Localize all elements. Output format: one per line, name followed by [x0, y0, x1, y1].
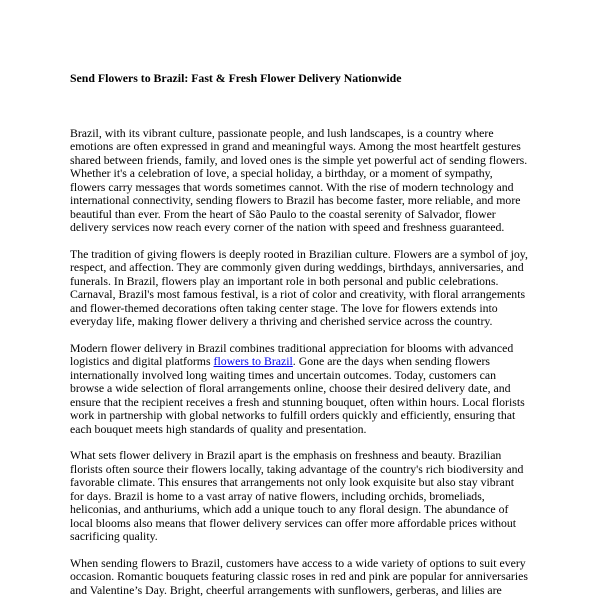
paragraph-modern-delivery — [70, 342, 530, 437]
paragraph-tradition: The tradition of giving flowers is deeply rooted in Brazilian culture. Flowers are a symbol of joy, respect, and affection. They are commonly given during weddings, birthdays, anniversaries, and funerals. In Brazil, flowers play an important role in both personal and public celebrations. Carnaval, Brazil's most famous festival, is a riot of color and creativity, with floral arrangements and flower-themed decorations often taking center stage. The love for flowers extends into everyday life, making flower delivery a thriving and cherished service across the country. — [70, 246, 528, 328]
paragraph-text-after-link: . Gone are the days when sending flowers internationally involved long waiting times and uncertain outcomes. Today, customers can browse a wide selection of floral arrangements online, choose their desired delivery date, and ensure that the recipient receives a fresh and stunning bouquet, often within hours. Local florists work in partnership with global networks to fulfill orders quickly and efficiently, ensuring that each bouquet meets high standards of quality and presentation. — [70, 354, 525, 436]
paragraph-occasions: When sending flowers to Brazil, customers have access to a wide variety of options to suit every occasion. Romantic bouquets featuring classic roses in red and pink are popular for anniversaries and Valentine’s Day. Bright, cheerful arrangements with sunflowers, gerberas, and lilies are — [70, 555, 528, 597]
paragraph-intro: Brazil, with its vibrant culture, passionate people, and lush landscapes, is a country where emotions are often expressed in grand and meaningful ways. Among the most heartfelt gestures shared between friends, family, and loved ones is the simple yet powerful act of sending flowers. Whether it's a celebration of love, a special holiday, a birthday, or a moment of sympathy, flowers carry messages that words sometimes cannot. With the rise of modern technology and international connectivity, sending flowers to Brazil has become faster, more reliable, and more beautiful than ever. From the heart of São Paulo to the coastal serenity of Salvador, flower delivery services now reach every corner of the nation with speed and freshness guaranteed. — [70, 125, 528, 234]
paragraph-freshness: What sets flower delivery in Brazil apart is the emphasis on freshness and beauty. Brazilian florists often source their flowers locally, taking advantage of the country's rich biodiversity and favorable climate. This ensures that arrangements not only look exquisite but also stay vibrant for days. Brazil is home to a vast array of native flowers, including orchids, bromeliads, heliconias, and anthuriums, which add a unique touch to any floral design. The abundance of local blooms also means that flower delivery services can offer more affordable prices without sacrificing quality. — [70, 448, 524, 543]
page-title: Send Flowers to Brazil: Fast & Fresh Flower Delivery Nationwide — [70, 71, 402, 85]
flowers-to-brazil-link[interactable]: flowers to Brazil — [213, 354, 293, 368]
paragraph-text-before-link: Modern flower delivery in Brazil combines traditional appreciation for blooms with advanced logistics and digital platforms — [70, 340, 514, 368]
